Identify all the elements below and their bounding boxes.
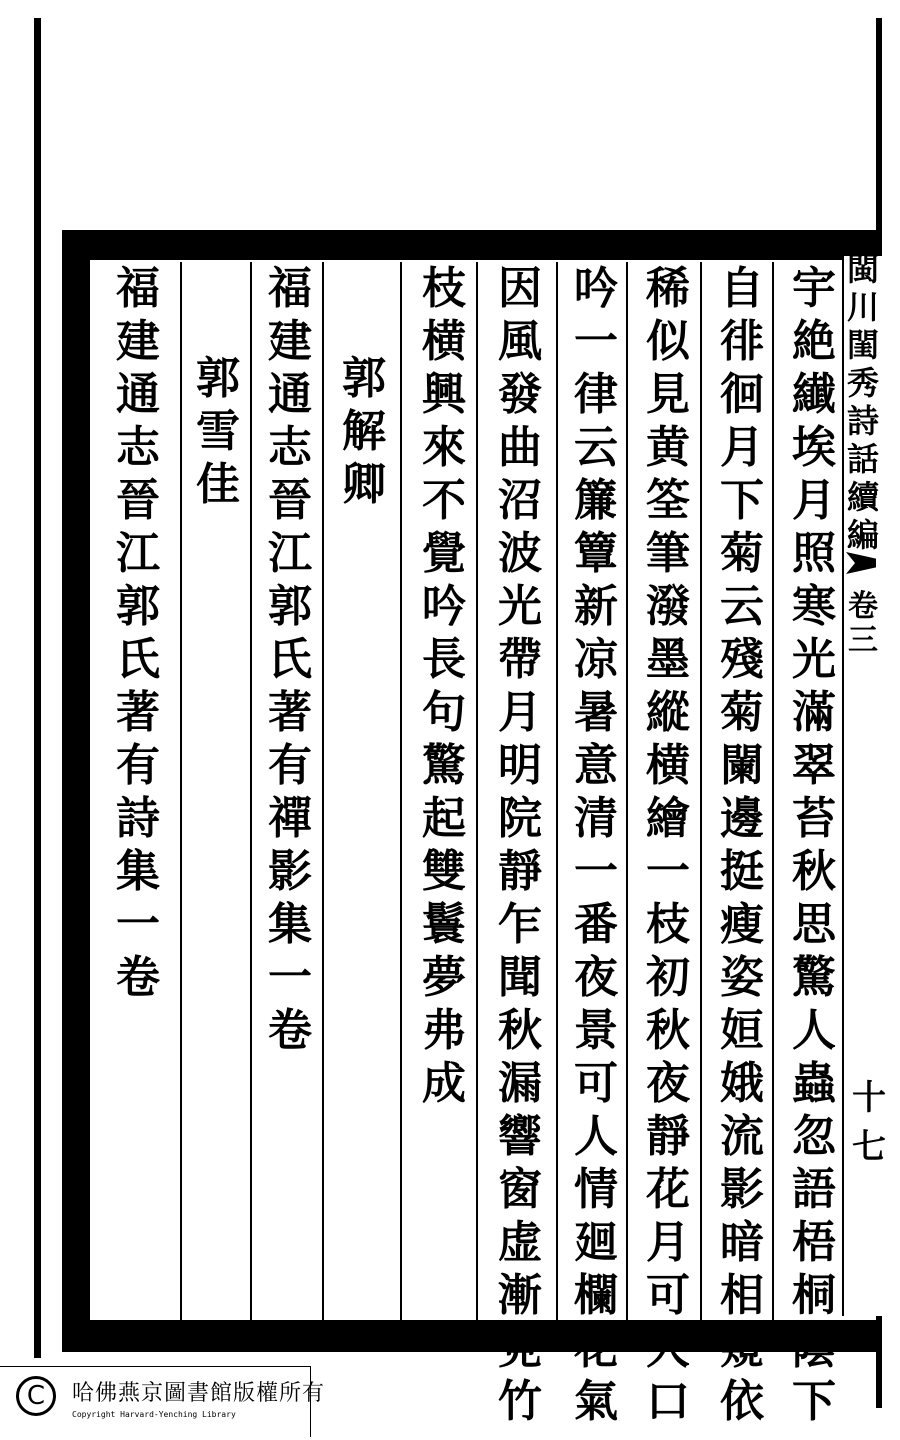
character: 帶 <box>498 634 542 685</box>
character: 潑 <box>646 581 690 632</box>
character: 蟲 <box>792 1058 836 1109</box>
character: 下 <box>792 1376 836 1427</box>
character: 情 <box>574 1164 618 1215</box>
margin-character: 秀 <box>846 364 879 402</box>
column-rule <box>476 262 478 1322</box>
character: 氏 <box>268 634 312 685</box>
character: 黄 <box>646 422 690 473</box>
character: 暑 <box>574 687 618 738</box>
character: 一 <box>574 316 618 367</box>
character: 月 <box>792 475 836 526</box>
character: 影 <box>268 846 312 897</box>
column-rule <box>250 262 252 1322</box>
character: 曲 <box>498 422 542 473</box>
text-column-10 <box>110 262 166 1004</box>
character: 卿 <box>342 459 386 510</box>
margin-character: 卷 <box>848 589 878 624</box>
margin-title <box>846 250 880 554</box>
character: 有 <box>116 740 160 791</box>
character: 一 <box>268 952 312 1003</box>
character: 郭 <box>196 353 240 404</box>
character: 宇 <box>792 263 836 314</box>
character: 陰 <box>792 1323 836 1374</box>
character: 響 <box>498 1111 542 1162</box>
character: 覺 <box>422 528 466 579</box>
character: 漏 <box>498 1058 542 1109</box>
margin-character: 編 <box>846 516 879 554</box>
character: 夜 <box>646 1058 690 1109</box>
character: 忽 <box>792 1111 836 1162</box>
character: 番 <box>574 899 618 950</box>
character: 通 <box>116 369 160 420</box>
character: 意 <box>574 740 618 791</box>
character: 因 <box>498 263 542 314</box>
character: 人 <box>574 1111 618 1162</box>
character: 驚 <box>792 952 836 1003</box>
character: 枝 <box>422 263 466 314</box>
character: 徊 <box>720 369 764 420</box>
character: 下 <box>720 475 764 526</box>
character: 邊 <box>720 793 764 844</box>
character: 繪 <box>646 793 690 844</box>
character: 解 <box>342 406 386 457</box>
character: 氏 <box>116 634 160 685</box>
character: 筆 <box>646 528 690 579</box>
author-heading-guo-xuejia <box>190 352 246 511</box>
character: 挺 <box>720 846 764 897</box>
character: 一 <box>646 846 690 897</box>
character: 凉 <box>574 634 618 685</box>
character: 月 <box>498 687 542 738</box>
character: 可 <box>574 1058 618 1109</box>
character: 娥 <box>720 1058 764 1109</box>
character: 闌 <box>720 740 764 791</box>
character: 吟 <box>574 263 618 314</box>
character: 桐 <box>792 1270 836 1321</box>
text-column-5 <box>492 262 548 1428</box>
character: 沼 <box>498 475 542 526</box>
character: 見 <box>498 1323 542 1374</box>
character: 口 <box>646 1376 690 1427</box>
character: 驚 <box>422 740 466 791</box>
character: 初 <box>646 952 690 1003</box>
author-heading-guo-jieqing <box>336 352 392 511</box>
character: 郭 <box>116 581 160 632</box>
character: 靜 <box>498 846 542 897</box>
character: 人 <box>792 1005 836 1056</box>
character: 詩 <box>116 793 160 844</box>
character: 波 <box>498 528 542 579</box>
text-column-6 <box>416 262 472 1110</box>
character: 横 <box>646 740 690 791</box>
character: 見 <box>646 369 690 420</box>
character: 不 <box>422 475 466 526</box>
character: 纎 <box>792 369 836 420</box>
character: 流 <box>720 1111 764 1162</box>
character: 長 <box>422 634 466 685</box>
margin-character: 三 <box>848 623 878 658</box>
character: 語 <box>792 1164 836 1215</box>
character: 窗 <box>498 1164 542 1215</box>
character: 殘 <box>720 634 764 685</box>
character: 花 <box>574 1323 618 1374</box>
text-column-3 <box>640 262 696 1428</box>
character: 窺 <box>720 1323 764 1374</box>
margin-character: 話 <box>846 440 879 478</box>
character: 律 <box>574 369 618 420</box>
text-column-8 <box>262 262 318 1057</box>
character: 建 <box>268 316 312 367</box>
character: 筌 <box>646 475 690 526</box>
character: 云 <box>574 422 618 473</box>
character: 横 <box>422 316 466 367</box>
character: 枝 <box>646 899 690 950</box>
character: 聞 <box>498 952 542 1003</box>
character: 志 <box>116 422 160 473</box>
column-rule <box>322 262 324 1322</box>
character: 瘦 <box>720 899 764 950</box>
character: 成 <box>422 1058 466 1109</box>
character: 雙 <box>422 846 466 897</box>
character: 滿 <box>792 687 836 738</box>
character: 花 <box>646 1164 690 1215</box>
character: 竹 <box>498 1376 542 1427</box>
character: 影 <box>720 1164 764 1215</box>
character: 雪 <box>196 406 240 457</box>
character: 起 <box>422 793 466 844</box>
character: 志 <box>268 422 312 473</box>
copyright-icon: C <box>16 1376 56 1416</box>
character: 有 <box>268 740 312 791</box>
character: 秋 <box>792 846 836 897</box>
character: 發 <box>498 369 542 420</box>
character: 吟 <box>422 581 466 632</box>
character: 姮 <box>720 1005 764 1056</box>
character: 建 <box>116 316 160 367</box>
character: 卷 <box>268 1005 312 1056</box>
character: 興 <box>422 369 466 420</box>
character: 菊 <box>720 687 764 738</box>
character: 翠 <box>792 740 836 791</box>
volume-label <box>848 590 878 658</box>
character: 夢 <box>422 952 466 1003</box>
character: 月 <box>720 422 764 473</box>
character: 夜 <box>574 952 618 1003</box>
character: 清 <box>574 793 618 844</box>
margin-character: 閩 <box>846 250 879 288</box>
character: 可 <box>646 1270 690 1321</box>
character: 姿 <box>720 952 764 1003</box>
character: 漸 <box>498 1270 542 1321</box>
character: 卷 <box>116 952 160 1003</box>
character: 徘 <box>720 316 764 367</box>
margin-character: 續 <box>846 478 879 516</box>
character: 靜 <box>646 1111 690 1162</box>
character: 菊 <box>720 528 764 579</box>
text-column-4 <box>568 262 624 1428</box>
character: 縱 <box>646 687 690 738</box>
margin-character: 閨 <box>846 326 879 364</box>
column-rule <box>556 262 558 1322</box>
character: 虚 <box>498 1217 542 1268</box>
character: 絶 <box>792 316 836 367</box>
character: 景 <box>574 1005 618 1056</box>
character: 氣 <box>574 1376 618 1427</box>
text-column-2 <box>714 262 770 1428</box>
character: 墨 <box>646 634 690 685</box>
character: 乍 <box>498 899 542 950</box>
character: 秋 <box>498 1005 542 1056</box>
column-rule <box>772 262 774 1322</box>
character: 云 <box>720 581 764 632</box>
character: 相 <box>720 1270 764 1321</box>
margin-character: 川 <box>846 288 879 326</box>
column-rule <box>400 262 402 1322</box>
character: 廻 <box>574 1217 618 1268</box>
character: 梧 <box>792 1217 836 1268</box>
character: 埃 <box>792 422 836 473</box>
character: 人 <box>646 1323 690 1374</box>
character: 思 <box>792 899 836 950</box>
character: 禪 <box>268 793 312 844</box>
folio-number: 十七 <box>852 1078 886 1167</box>
character: 著 <box>116 687 160 738</box>
character: 集 <box>268 899 312 950</box>
character: 一 <box>116 899 160 950</box>
character: 似 <box>646 316 690 367</box>
character: 簾 <box>574 475 618 526</box>
character: 簟 <box>574 528 618 579</box>
character: 弗 <box>422 1005 466 1056</box>
character: 稀 <box>646 263 690 314</box>
character: 江 <box>116 528 160 579</box>
character: 依 <box>720 1376 764 1427</box>
character: 福 <box>268 263 312 314</box>
character: 句 <box>422 687 466 738</box>
character: 集 <box>116 846 160 897</box>
character: 郭 <box>342 353 386 404</box>
character: 自 <box>720 263 764 314</box>
character: 通 <box>268 369 312 420</box>
character: 暗 <box>720 1217 764 1268</box>
owner-english: Copyright Harvard-Yenching Library <box>72 1410 236 1419</box>
character: 晉 <box>116 475 160 526</box>
character: 欄 <box>574 1270 618 1321</box>
character: 風 <box>498 316 542 367</box>
character: 著 <box>268 687 312 738</box>
owner-chinese: 哈佛燕京圖書館版權所有 <box>72 1381 326 1406</box>
character: 月 <box>646 1217 690 1268</box>
character: 照 <box>792 528 836 579</box>
column-rule <box>700 262 702 1322</box>
character: 新 <box>574 581 618 632</box>
character: 福 <box>116 263 160 314</box>
character: 院 <box>498 793 542 844</box>
character: 佳 <box>196 459 240 510</box>
character: 寒 <box>792 581 836 632</box>
character: 明 <box>498 740 542 791</box>
character: 郭 <box>268 581 312 632</box>
character: 光 <box>498 581 542 632</box>
character: 秋 <box>646 1005 690 1056</box>
character: 光 <box>792 634 836 685</box>
character: 苔 <box>792 793 836 844</box>
column-rule <box>180 262 182 1322</box>
character: 江 <box>268 528 312 579</box>
left-binding-line <box>34 18 41 1358</box>
character: 來 <box>422 422 466 473</box>
character: 晉 <box>268 475 312 526</box>
text-column-1 <box>786 262 842 1428</box>
character: 鬟 <box>422 899 466 950</box>
column-rule <box>626 262 628 1322</box>
character: 一 <box>574 846 618 897</box>
margin-character: 詩 <box>846 402 879 440</box>
